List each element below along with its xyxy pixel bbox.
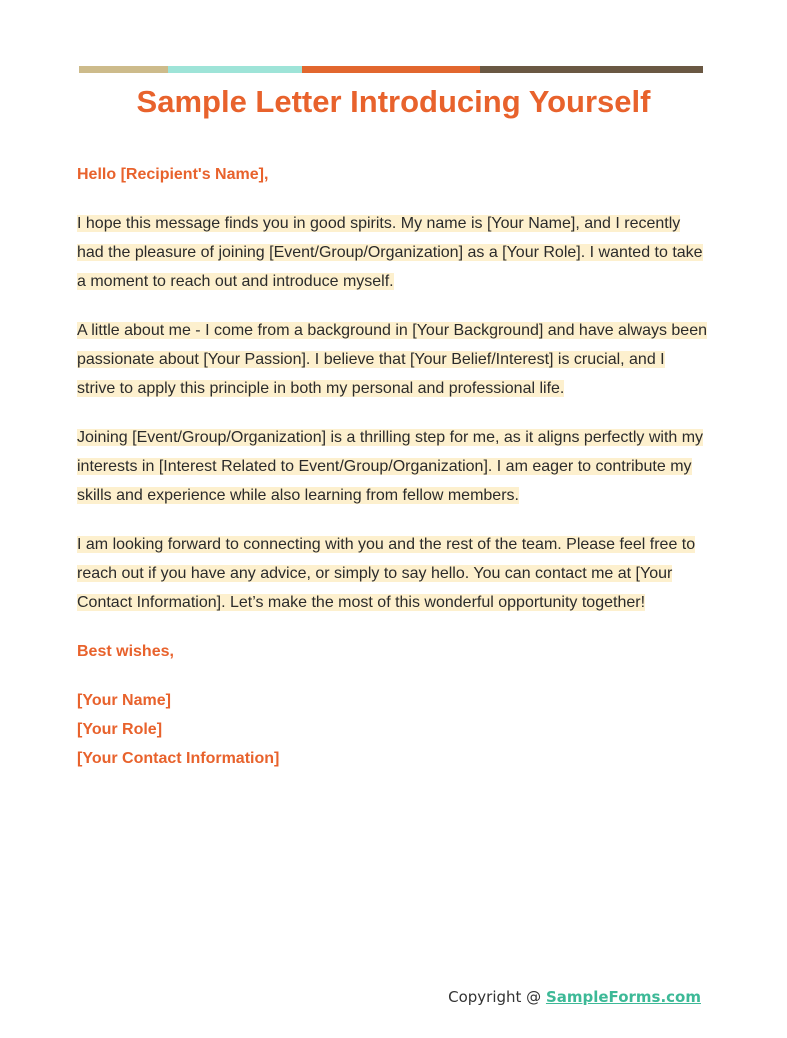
paragraph-3	[77, 423, 707, 510]
signature-name: [Your Name]	[77, 692, 171, 709]
signature-role: [Your Role]	[77, 721, 163, 738]
signature-block	[77, 686, 707, 773]
paragraph-2-text: A little about me - I come from a background in [Your Background] and have always been passionate about [Your Passion]. I believe that [Your Belief/Interest] is crucial, and I strive to apply this principle in both my personal and professional life.	[77, 322, 707, 397]
paragraph-1-text: I hope this message finds you in good spirits. My name is [Your Name], and I recently had the pleasure of joining [Event/Group/Organization] as a [Your Role]. I wanted to take a moment to reach out and introduce myself.	[77, 215, 703, 290]
color-bar-segment-mint	[168, 66, 302, 73]
paragraph-1	[77, 209, 707, 296]
paragraph-2	[77, 316, 707, 403]
paragraph-4	[77, 530, 707, 617]
color-bar-segment-tan	[79, 66, 168, 73]
signature-contact: [Your Contact Information]	[77, 750, 280, 767]
document-title: Sample Letter Introducing Yourself	[136, 84, 651, 119]
paragraph-3-text: Joining [Event/Group/Organization] is a thrilling step for me, as it aligns perfectly with my interests in [Interest Related to Event/Group/Organization]. I am eager to contribute my skills and experience while also learning from fellow members.	[77, 429, 704, 504]
greeting: Hello [Recipient's Name],	[77, 166, 269, 183]
letter-body	[77, 160, 707, 773]
copyright-text: Copyright @	[448, 988, 542, 1006]
closing: Best wishes,	[77, 643, 174, 660]
color-bar-segment-brown	[480, 66, 703, 73]
footer-copyright	[448, 988, 701, 1006]
footer-brand-link[interactable]: SampleForms.com	[545, 988, 701, 1006]
color-bar-segment-orange	[302, 66, 480, 73]
decorative-color-bar	[79, 66, 703, 73]
paragraph-4-text: I am looking forward to connecting with you and the rest of the team. Please feel free to reach out if you have any advice, or simply to say hello. You can contact me at [Your Contact Information]. Let’s make the most of this wonderful opportunity together!	[77, 536, 696, 611]
